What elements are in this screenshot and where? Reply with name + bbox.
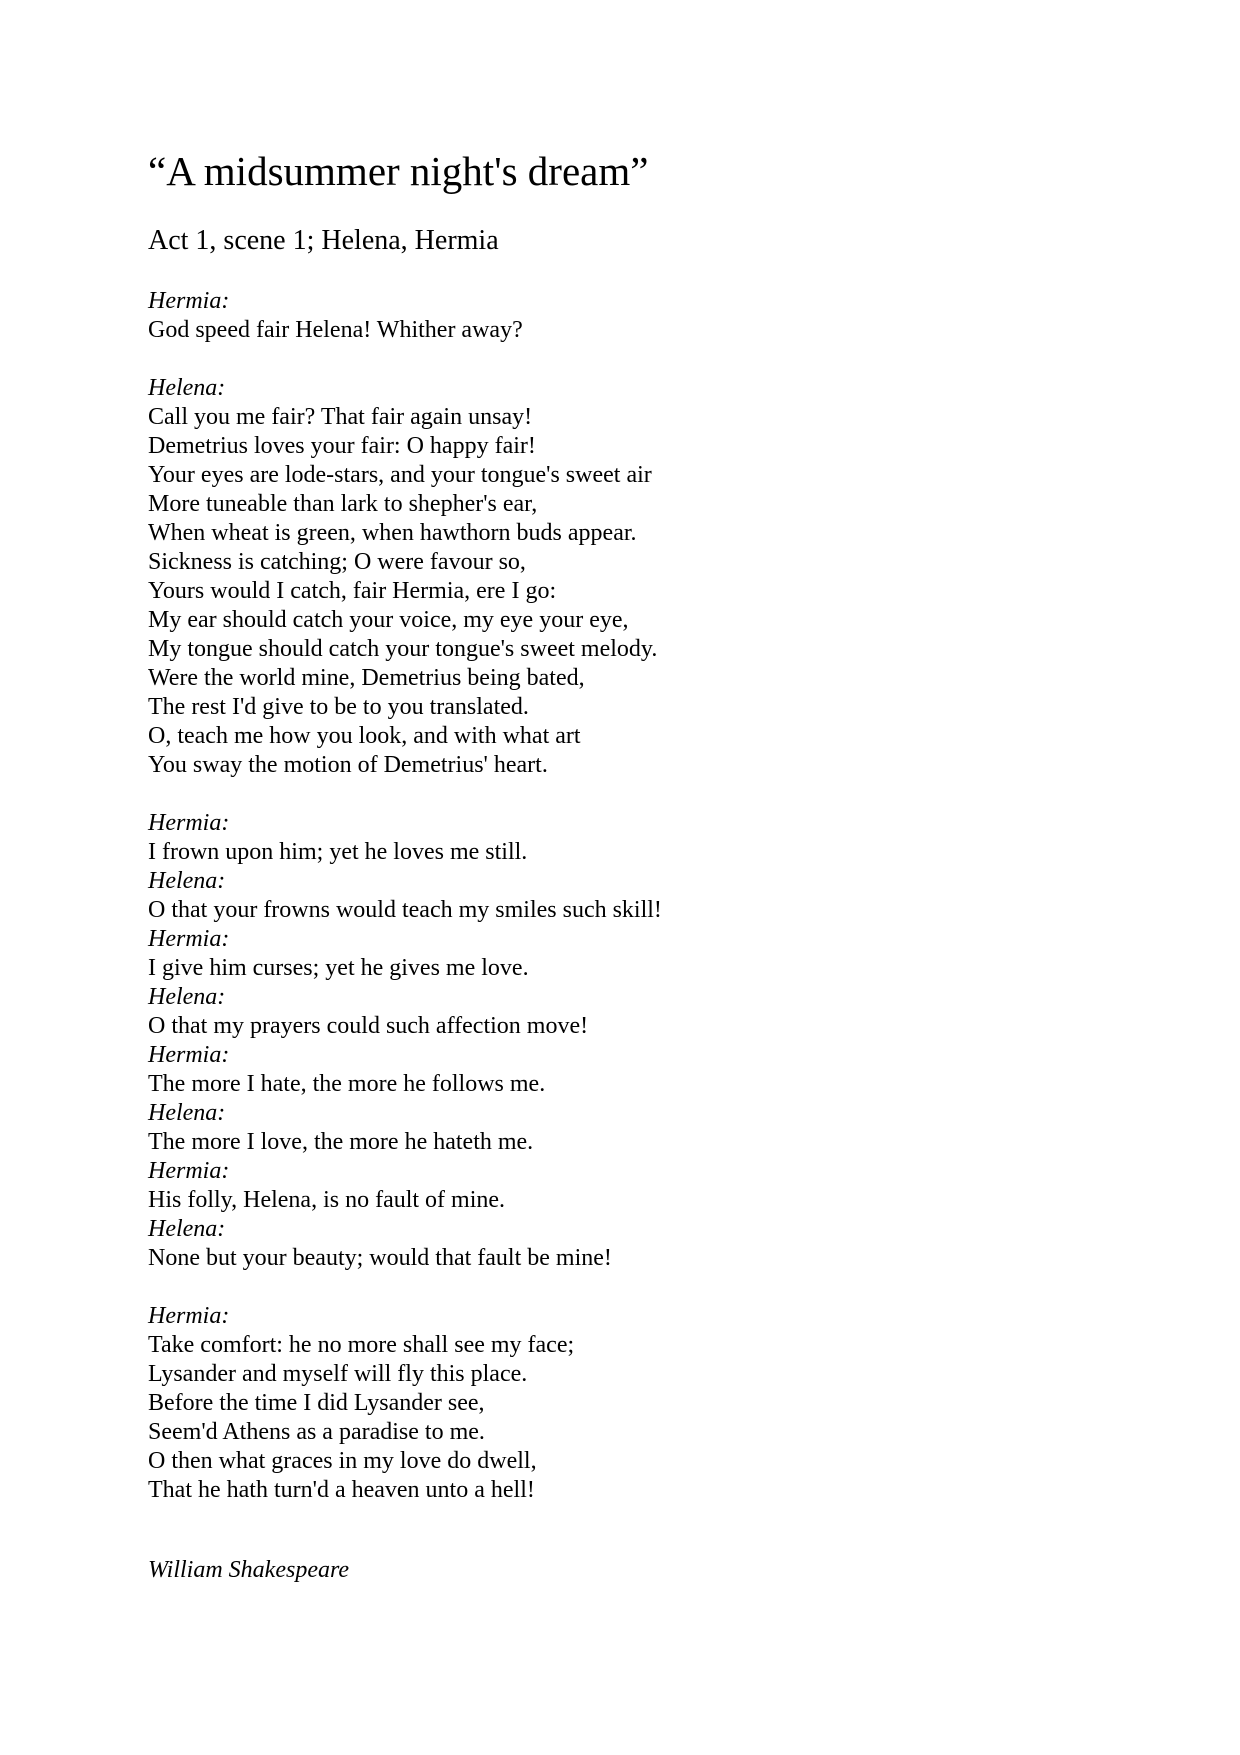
stanza-break [148, 345, 1148, 374]
verse-line: O that your frowns would teach my smiles such skill! [148, 897, 662, 923]
verse-line: I frown upon him; yet he loves me still. [148, 839, 528, 865]
speaker-name: Hermia: [148, 1303, 230, 1329]
verse-line: God speed fair Helena! Whither away? [148, 317, 523, 343]
script-dialogue [148, 287, 1148, 1505]
verse-line: Sickness is catching; O were favour so, [148, 549, 526, 575]
verse-line: Before the time I did Lysander see, [148, 1390, 485, 1416]
verse-line: I give him curses; yet he gives me love. [148, 955, 529, 981]
verse-line: That he hath turn'd a heaven unto a hell! [148, 1477, 535, 1503]
verse-line: Were the world mine, Demetrius being bated, [148, 665, 585, 691]
verse-line: O, teach me how you look, and with what art [148, 723, 581, 749]
verse-line: Take comfort: he no more shall see my face; [148, 1332, 575, 1358]
speaker-name: Hermia: [148, 288, 230, 314]
verse-line: None but your beauty; would that fault be mine! [148, 1245, 612, 1271]
document-title: “A midsummer night's dream” [148, 148, 649, 194]
verse-line: Yours would I catch, fair Hermia, ere I go: [148, 578, 557, 604]
speaker-name: Helena: [148, 868, 226, 894]
verse-line: You sway the motion of Demetrius' heart. [148, 752, 548, 778]
verse-line: Your eyes are lode-stars, and your tongue's sweet air [148, 462, 652, 488]
speaker-name: Hermia: [148, 810, 230, 836]
verse-line: My ear should catch your voice, my eye your eye, [148, 607, 629, 633]
verse-line: His folly, Helena, is no fault of mine. [148, 1187, 506, 1213]
speaker-name: Helena: [148, 375, 226, 401]
stanza-break [148, 780, 1148, 809]
verse-line: O then what graces in my love do dwell, [148, 1448, 537, 1474]
speaker-name: Helena: [148, 984, 226, 1010]
verse-line: When wheat is green, when hawthorn buds appear. [148, 520, 637, 546]
verse-line: Seem'd Athens as a paradise to me. [148, 1419, 485, 1445]
verse-line: O that my prayers could such affection move! [148, 1013, 589, 1039]
verse-line: The more I love, the more he hateth me. [148, 1129, 534, 1155]
document-subtitle: Act 1, scene 1; Helena, Hermia [148, 225, 499, 256]
speaker-name: Hermia: [148, 926, 230, 952]
speaker-name: Hermia: [148, 1158, 230, 1184]
verse-line: The rest I'd give to be to you translated. [148, 694, 529, 720]
speaker-name: Helena: [148, 1100, 226, 1126]
verse-line: More tuneable than lark to shepher's ear, [148, 491, 538, 517]
verse-line: Demetrius loves your fair: O happy fair! [148, 433, 536, 459]
author-signature: William Shakespeare [148, 1557, 350, 1583]
stanza-break [148, 1273, 1148, 1302]
verse-line: Lysander and myself will fly this place. [148, 1361, 528, 1387]
verse-line: Call you me fair? That fair again unsay! [148, 404, 533, 430]
verse-line: The more I hate, the more he follows me. [148, 1071, 546, 1097]
verse-line: My tongue should catch your tongue's sweet melody. [148, 636, 658, 662]
speaker-name: Helena: [148, 1216, 226, 1242]
speaker-name: Hermia: [148, 1042, 230, 1068]
